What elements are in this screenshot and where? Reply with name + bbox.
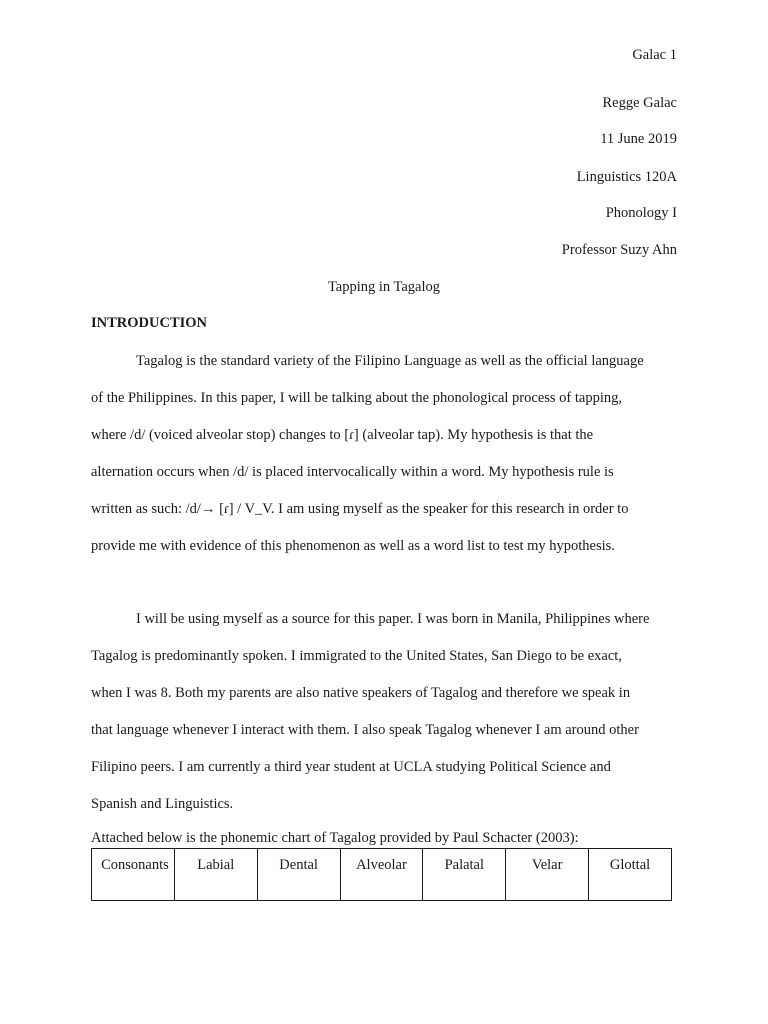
paragraph-introduction — [91, 352, 681, 574]
paragraph-line: Tagalog is predominantly spoken. I immigrated to the United States, San Diego to be exact, — [91, 648, 622, 664]
phonemic-chart-table — [91, 848, 672, 901]
table-header-cell: Labial — [174, 849, 257, 901]
table-header-cell: Velar — [506, 849, 589, 901]
paragraph-line: when I was 8. Both my parents are also native speakers of Tagalog and therefore we speak in — [91, 685, 631, 701]
table-header-row — [92, 849, 672, 901]
paragraph-line: Spanish and Linguistics. — [91, 796, 234, 812]
professor-name: Professor Suzy Ahn — [561, 242, 677, 258]
paragraph-line: Filipino peers. I am currently a third year student at UCLA studying Political Science and — [91, 759, 611, 775]
paragraph-line: I will be using myself as a source for this paper. I was born in Manila, Philippines where — [136, 611, 650, 627]
paragraph-line: written as such: /d/→ [ɾ] / V_V. I am using myself as the speaker for this research in order to — [91, 501, 629, 517]
section-heading: INTRODUCTION — [91, 315, 208, 331]
paragraph-background — [91, 610, 681, 832]
paragraph-line: of the Philippines. In this paper, I will be talking about the phonological process of tapping, — [91, 390, 622, 406]
paper-title: Tapping in Tagalog — [327, 279, 441, 295]
chart-caption: Attached below is the phonemic chart of Tagalog provided by Paul Schacter (2003): — [91, 830, 579, 846]
course-name: Linguistics 120A — [576, 169, 677, 185]
page-header: Galac 1 — [632, 47, 677, 63]
table-header-cell: Palatal — [423, 849, 506, 901]
table-header-cell: Dental — [257, 849, 340, 901]
document-date: 11 June 2019 — [600, 131, 677, 147]
table-header-cell: Glottal — [589, 849, 672, 901]
paragraph-line: that language whenever I interact with them. I also speak Tagalog whenever I am around other — [91, 722, 639, 738]
table-header-cell: Alveolar — [340, 849, 423, 901]
paragraph-line: provide me with evidence of this phenomenon as well as a word list to test my hypothesis. — [91, 538, 615, 554]
course-subject: Phonology I — [605, 205, 677, 221]
paragraph-line: Tagalog is the standard variety of the Filipino Language as well as the official language — [136, 353, 644, 369]
author-name: Regge Galac — [602, 95, 677, 111]
table-header-cell: Consonants — [92, 849, 175, 901]
paragraph-line: where /d/ (voiced alveolar stop) changes to [ɾ] (alveolar tap). My hypothesis is that the — [91, 427, 594, 443]
paragraph-line: alternation occurs when /d/ is placed intervocalically within a word. My hypothesis rule is — [91, 464, 614, 480]
